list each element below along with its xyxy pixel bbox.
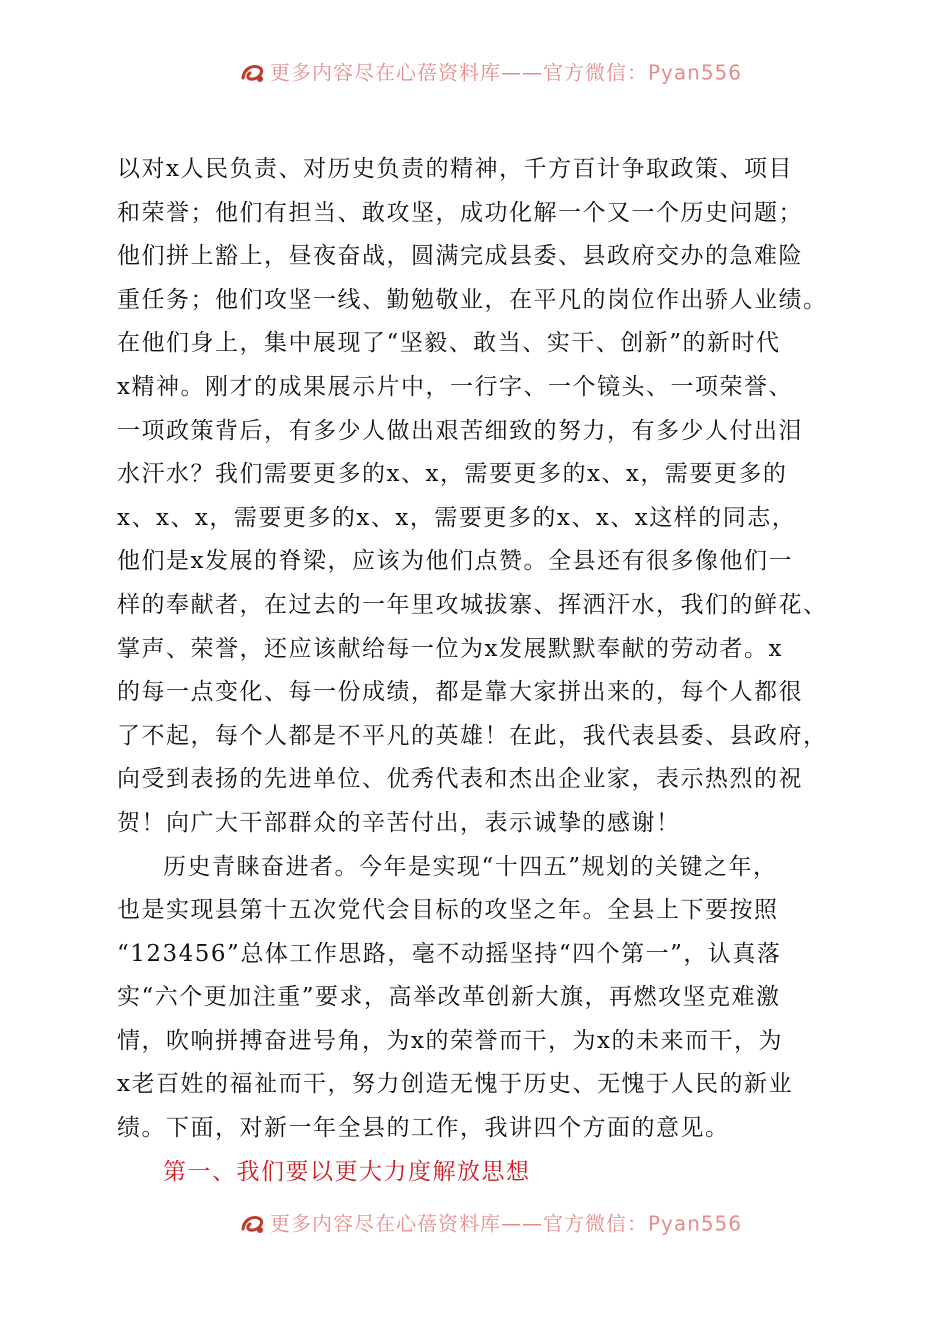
text-line: x老百姓的福祉而干，努力创造无愧于历史、无愧于人民的新业 bbox=[117, 1071, 793, 1098]
text-line: 实“六个更加注重”要求，高举改革创新大旗，再燃攻坚克难激 bbox=[117, 984, 781, 1011]
text-line: 贺！向广大干部群众的辛苦付出，表示诚挚的感谢！ bbox=[117, 809, 681, 836]
text-line: x精神。刚才的成果展示片中，一行字、一个镜头、一项荣誉、 bbox=[117, 373, 793, 400]
text-line: 掌声、荣誉，还应该献给每一位为x发展默默奉献的劳动者。x bbox=[117, 635, 783, 662]
text-line: 情，吹响拼搏奋进号角，为x的荣誉而干，为x的未来而干，为 bbox=[117, 1027, 783, 1054]
logo-icon bbox=[240, 1213, 266, 1235]
text-line: 的每一点变化、每一份成绩，都是靠大家拼出来的，每个人都很 bbox=[117, 679, 803, 706]
text-line: 绩。下面，对新一年全县的工作，我讲四个方面的意见。 bbox=[117, 1115, 730, 1142]
paragraph-start-line: 历史青睐奋进者。今年是实现“十四五”规划的关键之年， bbox=[163, 853, 778, 880]
text-line: 一项政策背后，有多少人做出艰苦细致的努力，有多少人付出泪 bbox=[117, 417, 803, 444]
watermark-footer bbox=[240, 1207, 760, 1237]
text-line: 他们拼上豁上，昼夜奋战，圆满完成县委、县政府交办的急难险 bbox=[117, 243, 803, 270]
text-line: 也是实现县第十五次党代会目标的攻坚之年。全县上下要按照 bbox=[117, 897, 779, 924]
document-body bbox=[117, 148, 842, 1194]
section-heading: 第一、我们要以更大力度解放思想 bbox=[163, 1158, 531, 1185]
text-line: 以对x人民负责、对历史负责的精神，千方百计争取政策、项目 bbox=[117, 156, 793, 182]
watermark-text: 更多内容尽在心蓓资料库——官方微信：Pyan556 bbox=[270, 60, 743, 85]
logo-icon bbox=[240, 62, 266, 84]
text-line: 他们是x发展的脊梁，应该为他们点赞。全县还有很多像他们一 bbox=[117, 548, 793, 575]
text-line: 向受到表扬的先进单位、优秀代表和杰出企业家，表示热烈的祝 bbox=[117, 766, 803, 793]
text-line: x、x、x，需要更多的x、x，需要更多的x、x、x这样的同志， bbox=[117, 504, 797, 531]
text-line: 重任务；他们攻坚一线、勤勉敬业，在平凡的岗位作出骄人业绩。 bbox=[117, 286, 828, 313]
text-line: 了不起，每个人都是不平凡的英雄！在此，我代表县委、县政府， bbox=[117, 722, 828, 749]
text-line: 和荣誉；他们有担当、敢攻坚，成功化解一个又一个历史问题； bbox=[117, 199, 803, 226]
text-line: 样的奉献者，在过去的一年里攻城拔寨、挥洒汗水，我们的鲜花、 bbox=[117, 591, 828, 618]
text-line: 水汗水？我们需要更多的x、x，需要更多的x、x，需要更多的 bbox=[117, 461, 788, 488]
watermark-header bbox=[240, 56, 760, 86]
text-line: “123456”总体工作思路，毫不动摇坚持“四个第一”，认真落 bbox=[117, 940, 782, 967]
text-line: 在他们身上，集中展现了“坚毅、敢当、实干、创新”的新时代 bbox=[117, 330, 781, 357]
watermark-text: 更多内容尽在心蓓资料库——官方微信：Pyan556 bbox=[270, 1211, 743, 1236]
